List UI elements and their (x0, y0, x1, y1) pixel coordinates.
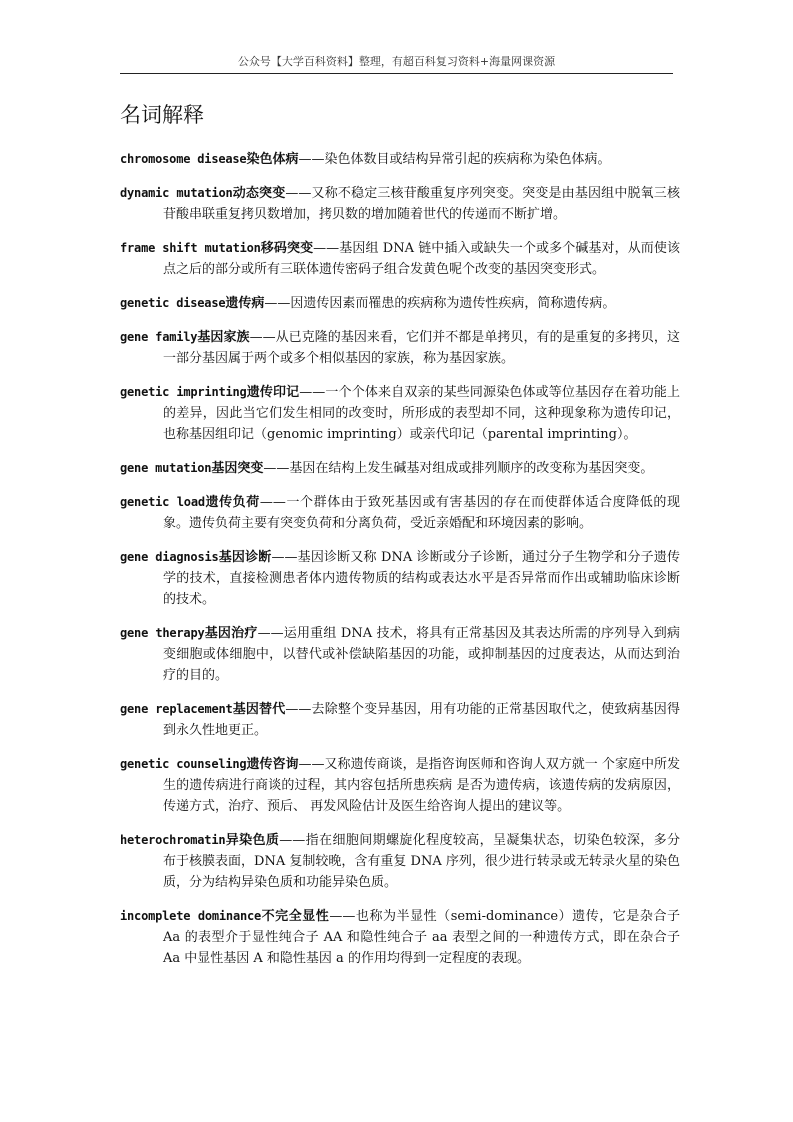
entry-definition: ——一个个体来自双亲的某些同源染色体或等位基因存在着功能上的差异，因此当它们发生相同的改变时，所形成的表型却不同，这种现象称为遗传印记，也称基因组印记（genomic imprinting）或亲代印记（parental imprinting）。 (163, 385, 680, 442)
header-divider (120, 73, 673, 74)
entry-chinese-term: 不完全显性 (261, 909, 330, 924)
entry-chinese-term: 移码突变 (260, 241, 314, 256)
glossary-entry-chromosome-disease (120, 149, 680, 170)
entry-term: gene diagnosis (120, 550, 219, 564)
glossary-entry-gene-mutation (120, 458, 680, 479)
entry-definition: ——因遗传因素而罹患的疾病称为遗传性疾病，简称遗传病。 (264, 296, 616, 311)
entry-term: gene therapy (120, 626, 205, 640)
entry-chinese-term: 遗传印记 (246, 385, 300, 400)
glossary-entry-dynamic-mutation (120, 183, 680, 225)
entry-chinese-term: 基因替代 (232, 702, 286, 717)
entry-term: genetic imprinting (120, 385, 247, 399)
entry-definition: ——指在细胞间期螺旋化程度较高，呈凝集状态，切染色较深，多分布于核膜表面，DNA 复制较晚，含有重复 DNA 序列，很少进行转录或无转录火星的染色质，分为结构异染色质和功能异染色质。 (163, 833, 680, 890)
entry-chinese-term: 染色体病 (246, 152, 299, 167)
entry-chinese-term: 遗传病 (225, 296, 265, 311)
glossary-entry-heterochromatin (120, 830, 680, 893)
page-header: 公众号【大学百科资料】整理，有超百科复习资料+海量网课资源 (237, 55, 556, 68)
entry-term: frame shift mutation (120, 241, 261, 255)
glossary-entry-gene-therapy (120, 623, 680, 686)
glossary-entry-genetic-disease (120, 293, 680, 314)
entry-chinese-term: 动态突变 (232, 186, 286, 201)
entry-term: gene replacement (120, 702, 233, 716)
entry-chinese-term: 基因家族 (197, 330, 250, 345)
entry-term: gene family (120, 330, 198, 344)
entry-term: incomplete dominance (120, 909, 262, 923)
entry-definition: ——基因在结构上发生碱基对组成或排列顺序的改变称为基因突变。 (263, 461, 654, 476)
entry-definition: ——运用重组 DNA 技术，将具有正常基因及其表达所需的序列导入到病变细胞或体细胞中，以替代或补偿缺陷基因的功能，或抑制基因的过度表达，从而达到治疗的目的。 (163, 626, 681, 683)
entry-definition: ——又称不稳定三核苷酸重复序列突变。突变是由基因组中脱氧三核苷酸串联重复拷贝数增加，拷贝数的增加随着世代的传递而不断扩增。 (163, 186, 680, 222)
entry-definition: ——从已克隆的基因来看，它们并不都是单拷贝，有的是重复的多拷贝，这一部分基因属于两个或多个相似基因的家族，称为基因家族。 (163, 330, 680, 366)
entry-term: gene mutation (120, 461, 212, 475)
entry-definition: ——染色体数目或结构异常引起的疾病称为染色体病。 (298, 152, 611, 167)
entry-chinese-term: 基因诊断 (218, 550, 272, 565)
entry-chinese-term: 遗传负荷 (204, 495, 260, 510)
glossary-entry-genetic-counseling (120, 754, 680, 817)
entry-term: genetic counseling (120, 757, 247, 771)
glossary-entry-genetic-load (120, 492, 680, 534)
entry-chinese-term: 异染色质 (225, 833, 280, 848)
entry-definition: ——又称遗传商谈，是指咨询医师和咨询人双方就一 个家庭中所发生的遗传病进行商谈的过程，其内容包括所患疾病 是否为遗传病，该遗传病的发病原因，传递方式，治疗、预后、 再发风险估计及医生给咨询人提出的建议等。 (163, 757, 680, 814)
glossary-entry-genetic-imprinting (120, 382, 680, 445)
section-title: 名词解释 (120, 103, 204, 127)
entry-definition: ——基因诊断又称 DNA 诊断或分子诊断，通过分子生物学和分子遗传学的技术，直接检测患者体内遗传物质的结构或表达水平是否异常而作出或辅助临床诊断的技术。 (163, 550, 680, 607)
entry-chinese-term: 遗传咨询 (246, 757, 299, 772)
entry-chinese-term: 基因突变 (211, 461, 264, 476)
glossary-entry-incomplete-dominance (120, 906, 680, 969)
entry-chinese-term: 基因治疗 (204, 626, 258, 641)
entry-term: heterochromatin (120, 833, 226, 847)
entry-term: genetic load (120, 495, 205, 509)
glossary-entry-gene-replacement (120, 699, 680, 741)
glossary-entry-gene-diagnosis (120, 547, 680, 610)
entry-definition: ——也称为半显性（semi-dominance）遗传，它是杂合子 Aa 的表型介于显性纯合子 AA 和隐性纯合子 aa 表型之间的一种遗传方式，即在杂合子 Aa 中显性基因 A 和隐性基因 a 的作用均得到一定程度的表现。 (163, 909, 680, 966)
glossary-entry-frame-shift-mutation (120, 238, 680, 280)
entry-term: genetic disease (120, 296, 226, 310)
glossary-list (120, 136, 680, 972)
entry-term: dynamic mutation (120, 186, 233, 200)
entry-definition: ——一个群体由于致死基因或有害基因的存在而使群体适合度降低的现象。遗传负荷主要有突变负荷和分离负荷，受近亲婚配和环境因素的影响。 (163, 495, 680, 531)
glossary-entry-gene-family (120, 327, 680, 369)
entry-definition: ——基因组 DNA 链中插入或缺失一个或多个碱基对，从而使该点之后的部分或所有三联体遗传密码子组合发黄色呢个改变的基因突变形式。 (163, 241, 680, 277)
entry-term: chromosome disease (120, 152, 247, 166)
entry-definition: ——去除整个变异基因，用有功能的正常基因取代之，使致病基因得到永久性地更正。 (163, 702, 680, 738)
